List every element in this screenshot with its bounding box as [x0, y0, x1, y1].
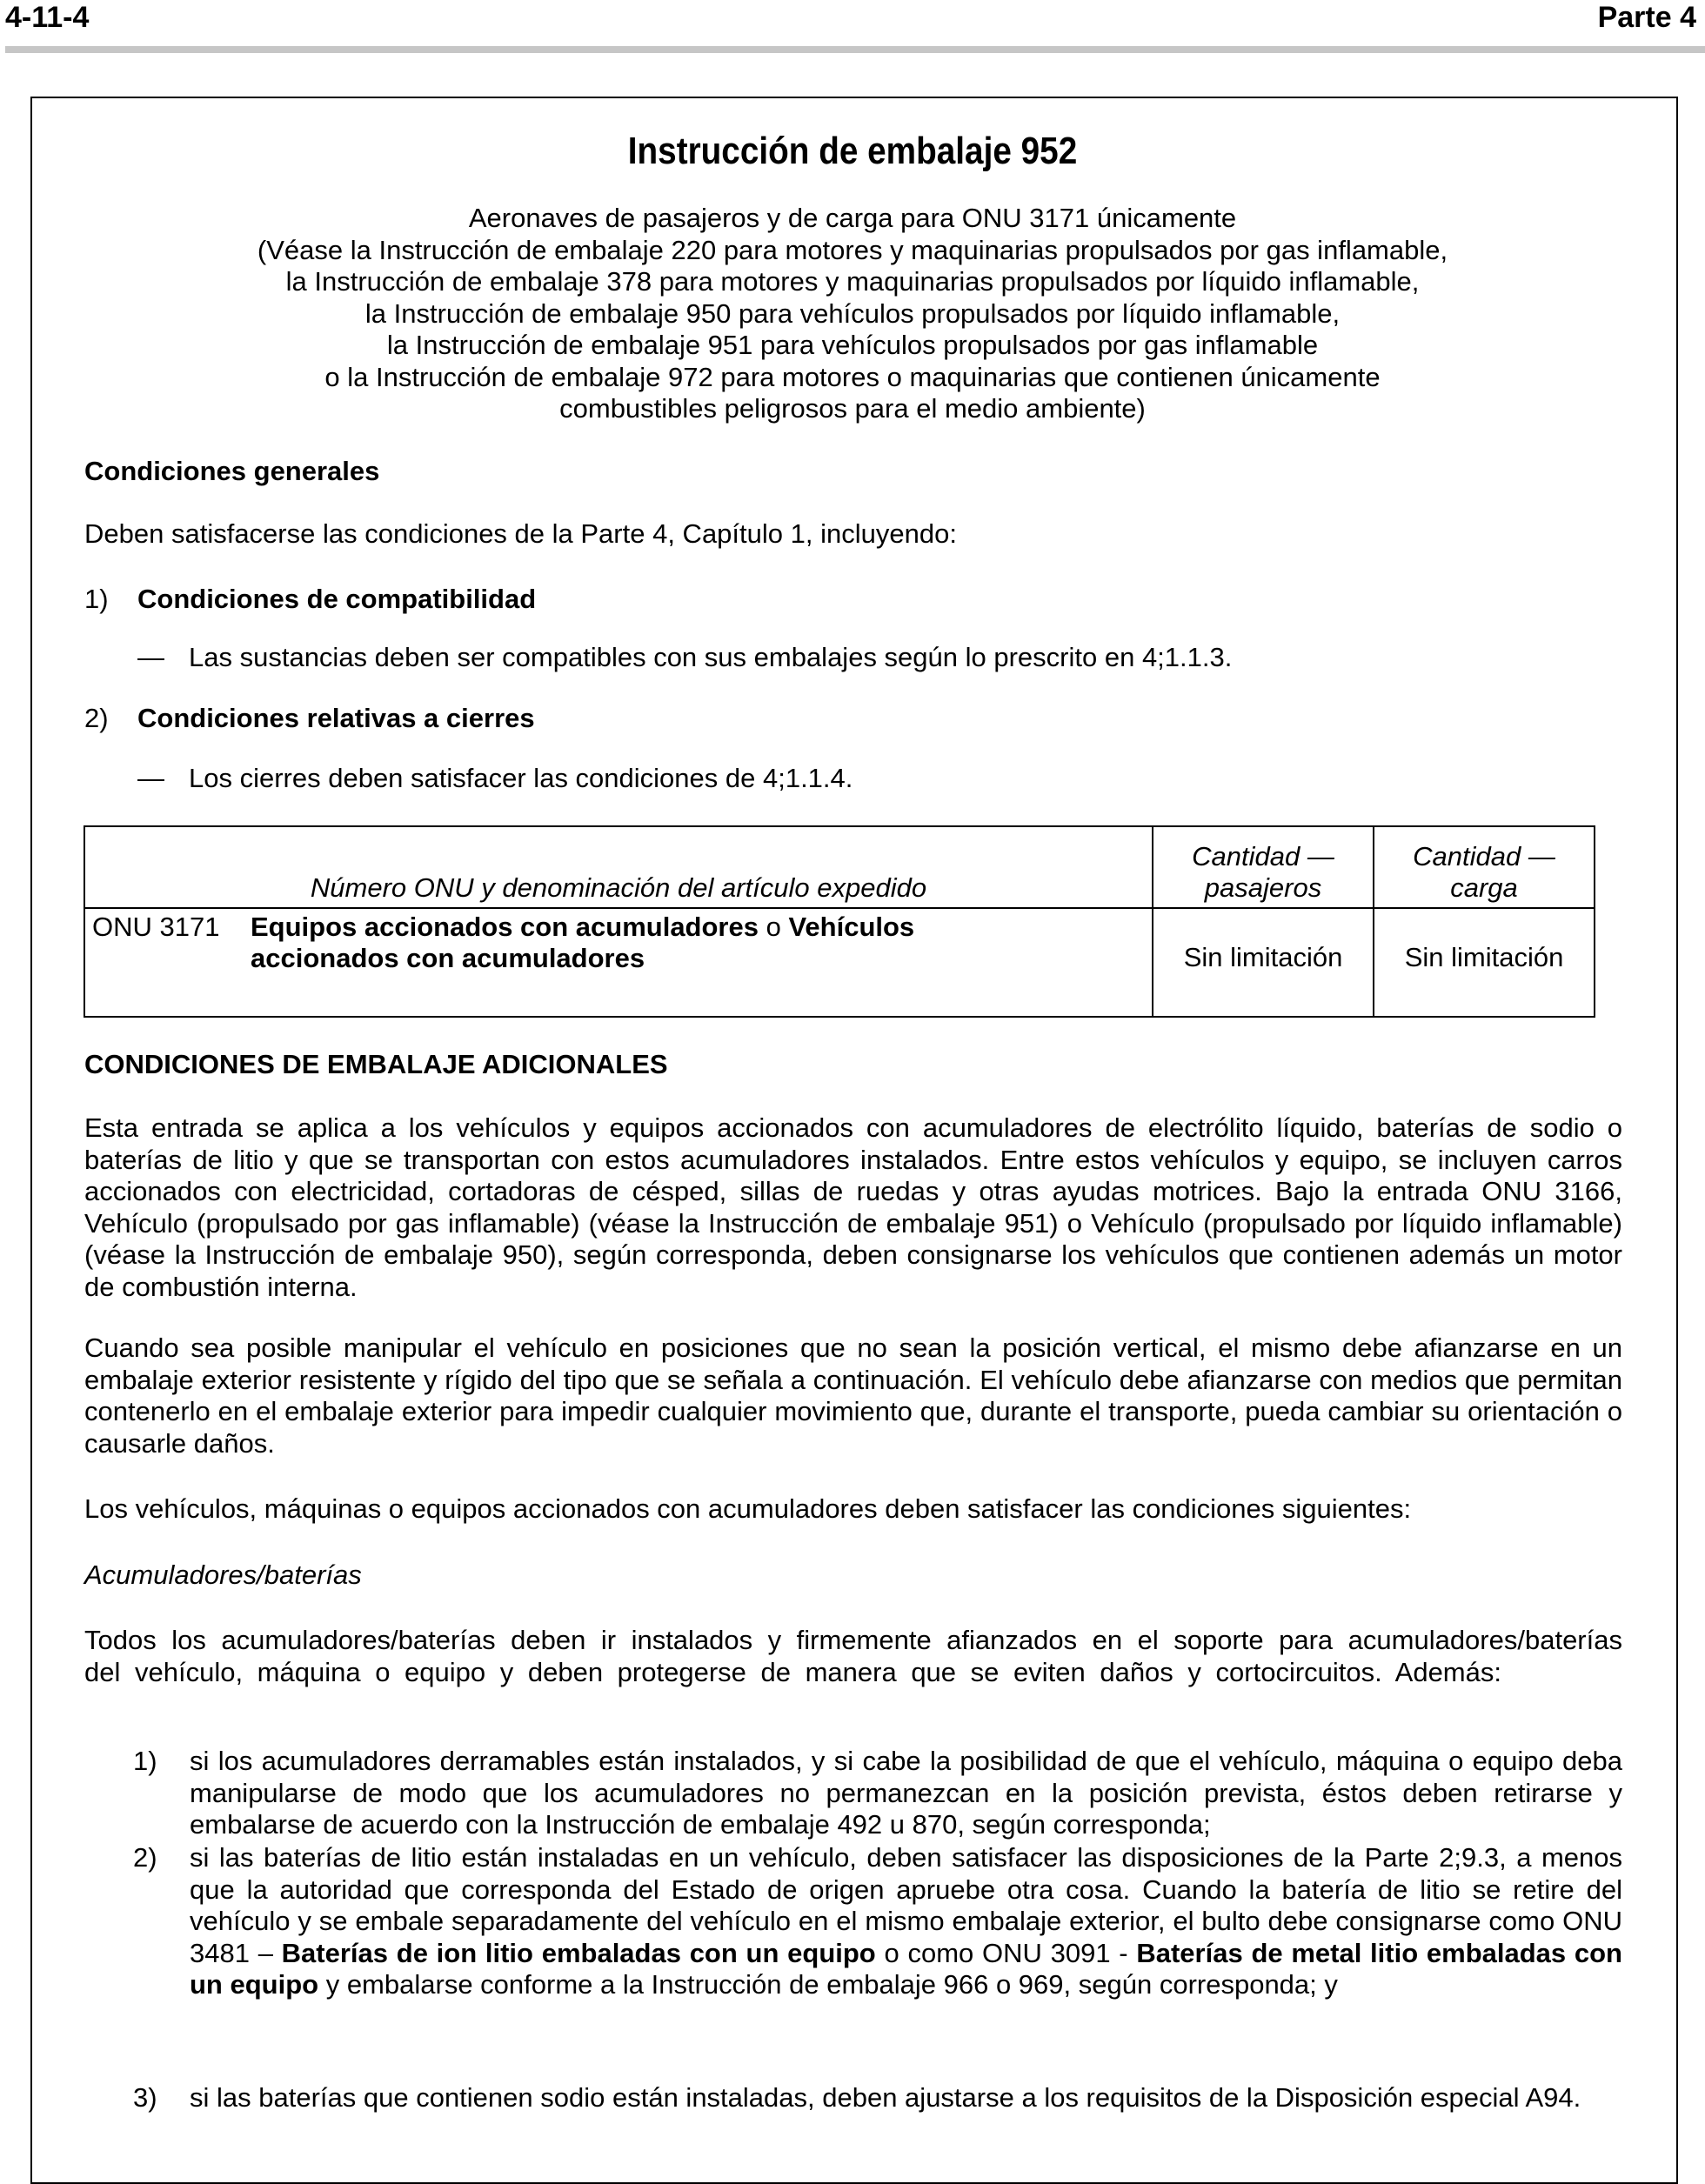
subtitle-line: o la Instrucción de embalaje 972 para motores o maquinarias que contienen únicamente	[324, 361, 1381, 392]
paragraph-securing: Cuando sea posible manipular el vehículo en posiciones que no sean la posición vertical, el mismo debe afianzarse en un embalaje exterior resistente y rígido del tipo que se señala a continuación. El vehículo debe afianzarse con medios que permitan contenerlo en el embalaje exterior para impedir cualquier movimiento que, durante el transporte, pueda cambiar su orientación o causarle daños.	[84, 1332, 1622, 1459]
header-qty-passengers: Cantidad — pasajeros	[1153, 826, 1374, 908]
general-heading: Condiciones generales	[84, 456, 380, 486]
item-number: 2)	[84, 703, 109, 733]
quantity-table	[84, 825, 1595, 1018]
item-number: 1)	[133, 1746, 157, 1776]
qty-passengers-cell: Sin limitación	[1153, 908, 1374, 1017]
un-number: ONU 3171	[92, 912, 220, 942]
subtitle-line: combustibles peligrosos para el medio ambiente)	[559, 393, 1146, 424]
condition-text: si las baterías de litio están instaladas en un vehículo, deben satisfacer las disposiciones de la Parte 2;9.3, a menos que la autoridad que corresponda del Estado de origen apruebe otra cosa. Cuando la batería de litio se retire del vehículo y se embale separadamente del vehículo en el mismo embalaje exterior, el bulto debe consignarse como ONU 3481 – Baterías de ion litio embaladas con un equipo o como ONU 3091 - Baterías de metal litio embaladas con un equipo y embalarse conforme a la Instrucción de embalaje 966 o 969, según corresponda; y	[190, 1842, 1622, 2000]
dash: —	[137, 642, 164, 672]
subtitle-line: la Instrucción de embalaje 378 para motores y maquinarias propulsados por líquido inflamable,	[285, 266, 1420, 297]
article-cell	[84, 908, 1153, 1017]
article-name-1: Equipos accionados con acumuladores	[251, 912, 759, 942]
table-header-row	[84, 826, 1595, 908]
subtitle-block	[0, 203, 1705, 425]
condition-text: si las baterías que contienen sodio están instaladas, deben ajustarse a los requisitos de la Disposición especial A94.	[190, 2082, 1581, 2113]
header-qty-cargo: Cantidad — carga	[1374, 826, 1595, 908]
lithium-ion-entry: Baterías de ion litio embaladas con un equipo	[281, 1937, 876, 1968]
part-label: Parte 4	[1597, 1, 1696, 34]
batteries-subheading: Acumuladores/baterías	[84, 1560, 362, 1590]
page-title: Instrucción de embalaje 952	[627, 130, 1078, 172]
qty-cargo-cell: Sin limitación	[1374, 908, 1595, 1017]
subtitle-line: (Véase la Instrucción de embalaje 220 para motores y maquinarias propulsados por gas inflamable,	[257, 234, 1448, 265]
condition-text: si los acumuladores derramables están instalados, y si cabe la posibilidad de que el vehículo, máquina o equipo deba manipularse de modo que los acumuladores no permanezcan en la posición prevista, éstos deben retirarse y embalarse de acuerdo con la Instrucción de embalaje 492 u 870, según corresponda;	[190, 1746, 1622, 1840]
paragraph-batteries: Todos los acumuladores/baterías deben ir instalados y firmemente afianzados en el soporte para acumuladores/baterías del vehículo, máquina o equipo y deben protegerse de manera que se eviten daños y cortocircuitos. Además:	[84, 1625, 1622, 1687]
article-name-2: Vehículos	[788, 912, 915, 942]
dash: —	[137, 763, 164, 793]
condition-item-3	[133, 2082, 1622, 2114]
paragraph-conditions: Los vehículos, máquinas o equipos accionados con acumuladores deben satisfacer las condiciones siguientes:	[84, 1493, 1412, 1524]
item-number: 2)	[133, 1842, 157, 1873]
additional-heading: CONDICIONES DE EMBALAJE ADICIONALES	[84, 1049, 668, 1079]
condition-item-1	[133, 1746, 1622, 1841]
item-number: 3)	[133, 2082, 157, 2113]
closures-heading: Condiciones relativas a cierres	[137, 703, 535, 733]
table-row	[84, 908, 1595, 1017]
lithium-metal-entry: Baterías de metal litio embaladas con un equipo	[190, 1937, 1622, 2000]
header-rule	[5, 46, 1705, 53]
subtitle-line: la Instrucción de embalaje 950 para vehículos propulsados por líquido inflamable,	[364, 297, 1341, 329]
closures-text: Los cierres deben satisfacer las condiciones de 4;1.1.4.	[189, 763, 853, 793]
compatibility-heading: Condiciones de compatibilidad	[137, 584, 537, 614]
header-article-name: Número ONU y denominación del artículo expedido	[84, 826, 1153, 908]
subtitle-line: la Instrucción de embalaje 951 para vehículos propulsados por gas inflamable	[386, 330, 1319, 360]
general-intro: Deben satisfacerse las condiciones de la Parte 4, Capítulo 1, incluyendo:	[84, 518, 957, 549]
compatibility-text: Las sustancias deben ser compatibles con sus embalajes según lo prescrito en 4;1.1.3.	[189, 642, 1233, 672]
condition-item-2	[133, 1842, 1622, 2001]
page-number: 4-11-4	[5, 1, 90, 34]
paragraph-scope: Esta entrada se aplica a los vehículos y equipos accionados con acumuladores de electrólito líquido, baterías de sodio o baterías de litio y que se transportan con estos acumuladores instalados. Entre estos vehículos y equipo, se incluyen carros accionados con electricidad, cortadoras de césped, sillas de ruedas y otras ayudas motrices. Bajo la entrada ONU 3166, Vehículo (propulsado por gas inflamable) (véase la Instrucción de embalaje 951) o Vehículo (propulsado por líquido inflamable) (véase la Instrucción de embalaje 950), según corresponda, deben consignarse los vehículos que contienen además un motor de combustión interna.	[84, 1112, 1622, 1302]
subtitle-line: Aeronaves de pasajeros y de carga para ONU 3171 únicamente	[468, 203, 1237, 233]
article-name-3: accionados con acumuladores	[251, 943, 645, 973]
article-name-or: o	[758, 912, 789, 942]
item-number: 1)	[84, 584, 109, 614]
